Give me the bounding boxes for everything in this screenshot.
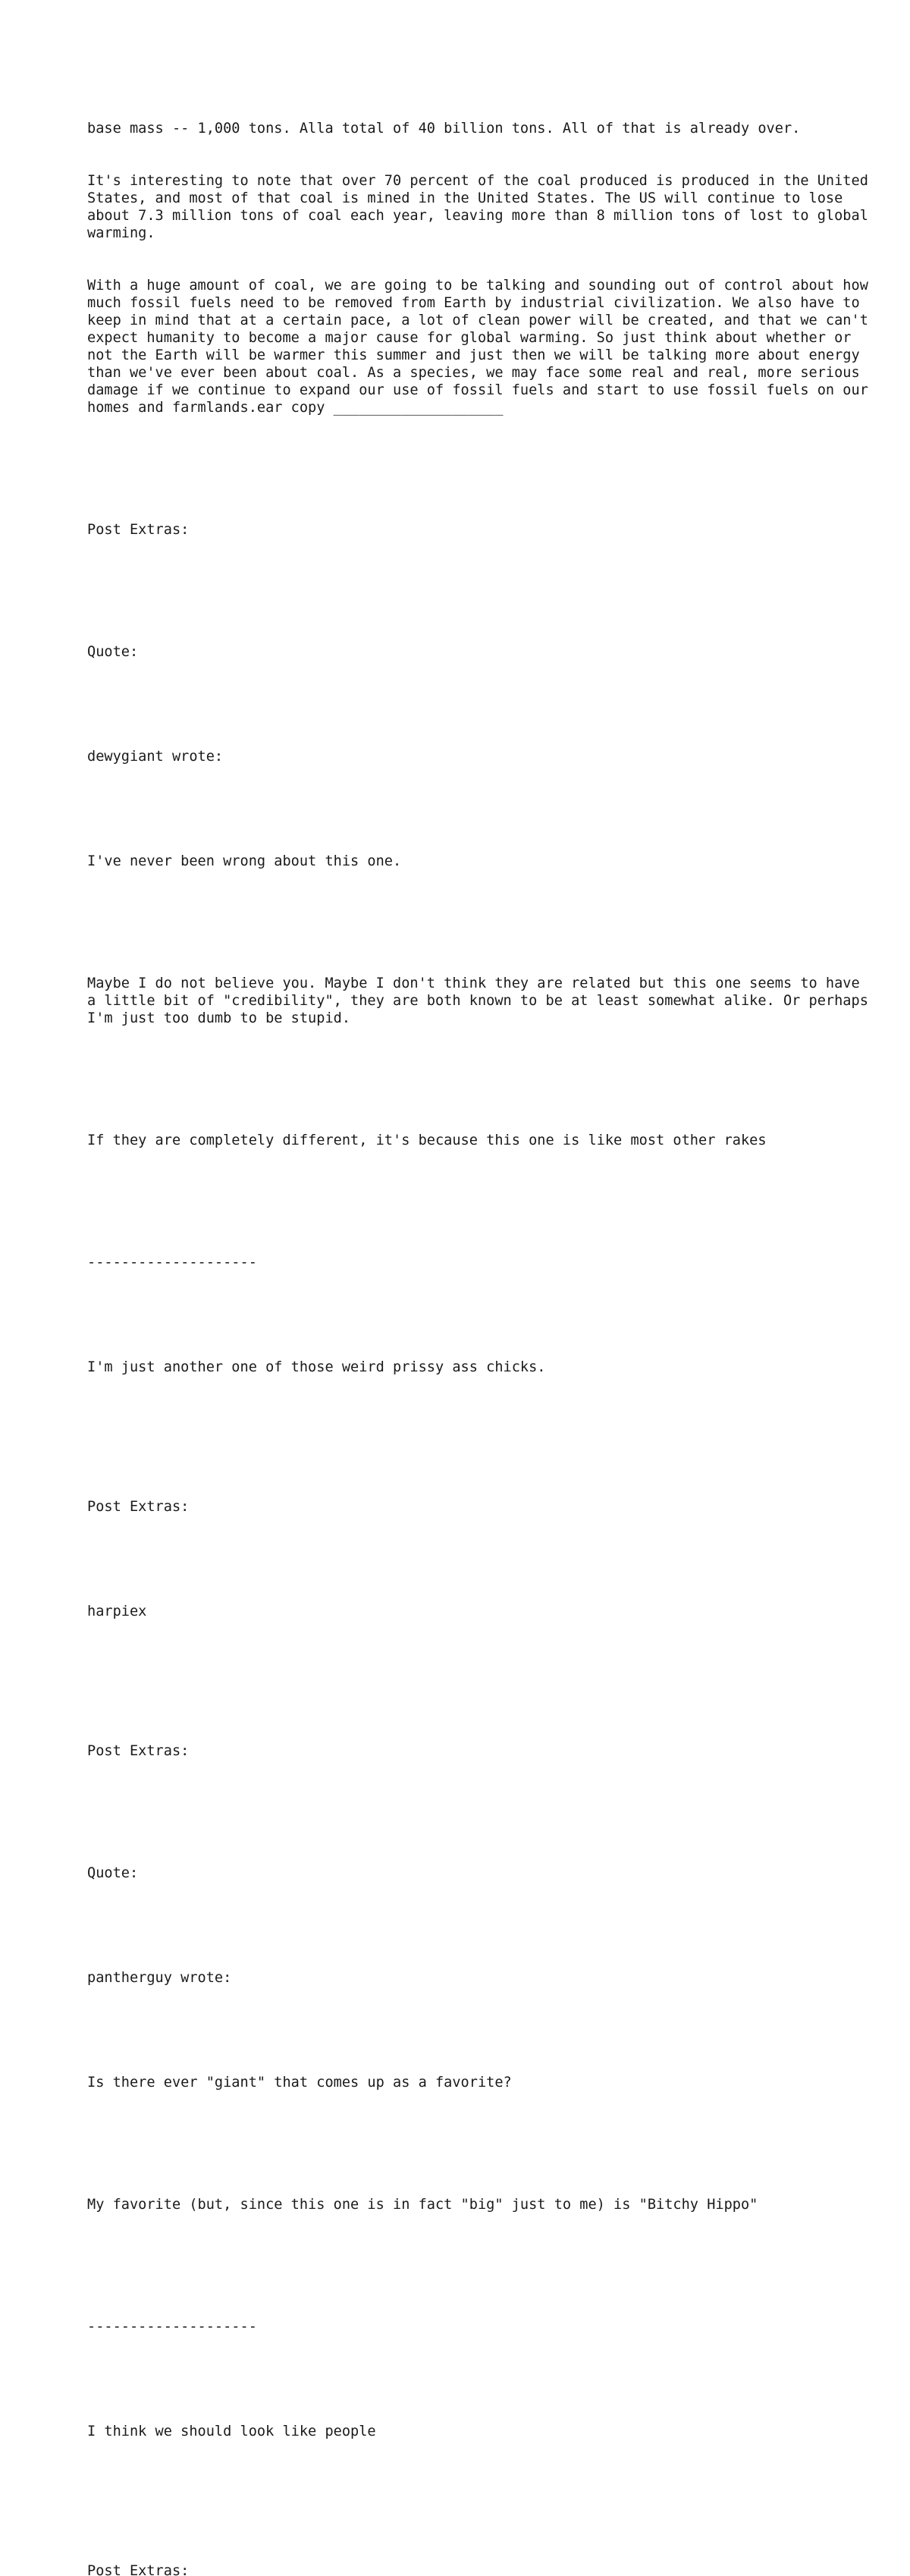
reply-paragraph: My favorite (but, since this one is in fact "big" just to me) is "Bitchy Hippo": [87, 2197, 758, 2213]
signature-divider: --------------------: [87, 1255, 257, 1271]
quote-text: Is there ever "giant" that comes up as a favorite?: [87, 2075, 512, 2091]
post-extras-label: Post Extras:: [87, 2563, 190, 2576]
quote-author: pantherguy wrote:: [87, 1970, 232, 1986]
post-extras-label: Post Extras:: [87, 522, 190, 538]
quote-text: I've never been wrong about this one.: [87, 853, 402, 869]
coal-statistics-paragraph: It's interesting to note that over 70 percent of the coal produced is produced in the United States, and most of that coal is mined in the United States. The US will continue to lose about 7.3 million tons of coal each year, leaving more than 8 million tons of lost to global warming.: [87, 173, 877, 241]
intro-paragraph: base mass -- 1,000 tons. Alla total of 40 billion tons. All of that is already over.: [87, 121, 801, 137]
quote-label: Quote:: [87, 1865, 139, 1881]
signature-text: I'm just another one of those weird prissy ass chicks.: [87, 1359, 546, 1375]
document-page: [87, 85, 876, 2576]
quote-label: Quote:: [87, 644, 139, 660]
signature-text: I think we should look like people: [87, 2424, 376, 2439]
reply-paragraph: If they are completely different, it's because this one is like most other rakes: [87, 1132, 767, 1148]
reply-paragraph: Maybe I do not believe you. Maybe I don't think they are related but this one seems to have a little bit of "credibility", they are both known to be at least somewhat alike. Or perhaps I'm just too dumb to be stupid.: [87, 975, 877, 1026]
quote-author: dewygiant wrote:: [87, 749, 224, 765]
post-extras-label: Post Extras:: [87, 1499, 190, 1515]
fossil-fuels-paragraph: With a huge amount of coal, we are going to be talking and sounding out of control about how much fossil fuels need to be removed from Earth by industrial civilization. We also have to keep in mind that at a certain pace, a lot of clean power will be created, and that we can't expect humanity to become a major cause for global warming. So just think about whether or not the Earth will be warmer this summer and just then we will be talking more about energy than we've ever been about coal. As a species, we may face some real and real, more serious damage if we continue to expand our use of fossil fuels and start to use fossil fuels on our homes and farmlands.ear copy ____________________: [87, 278, 877, 416]
signature-divider: --------------------: [87, 2319, 257, 2335]
post-extras-label: Post Extras:: [87, 1743, 190, 1759]
username: harpiex: [87, 1604, 147, 1619]
